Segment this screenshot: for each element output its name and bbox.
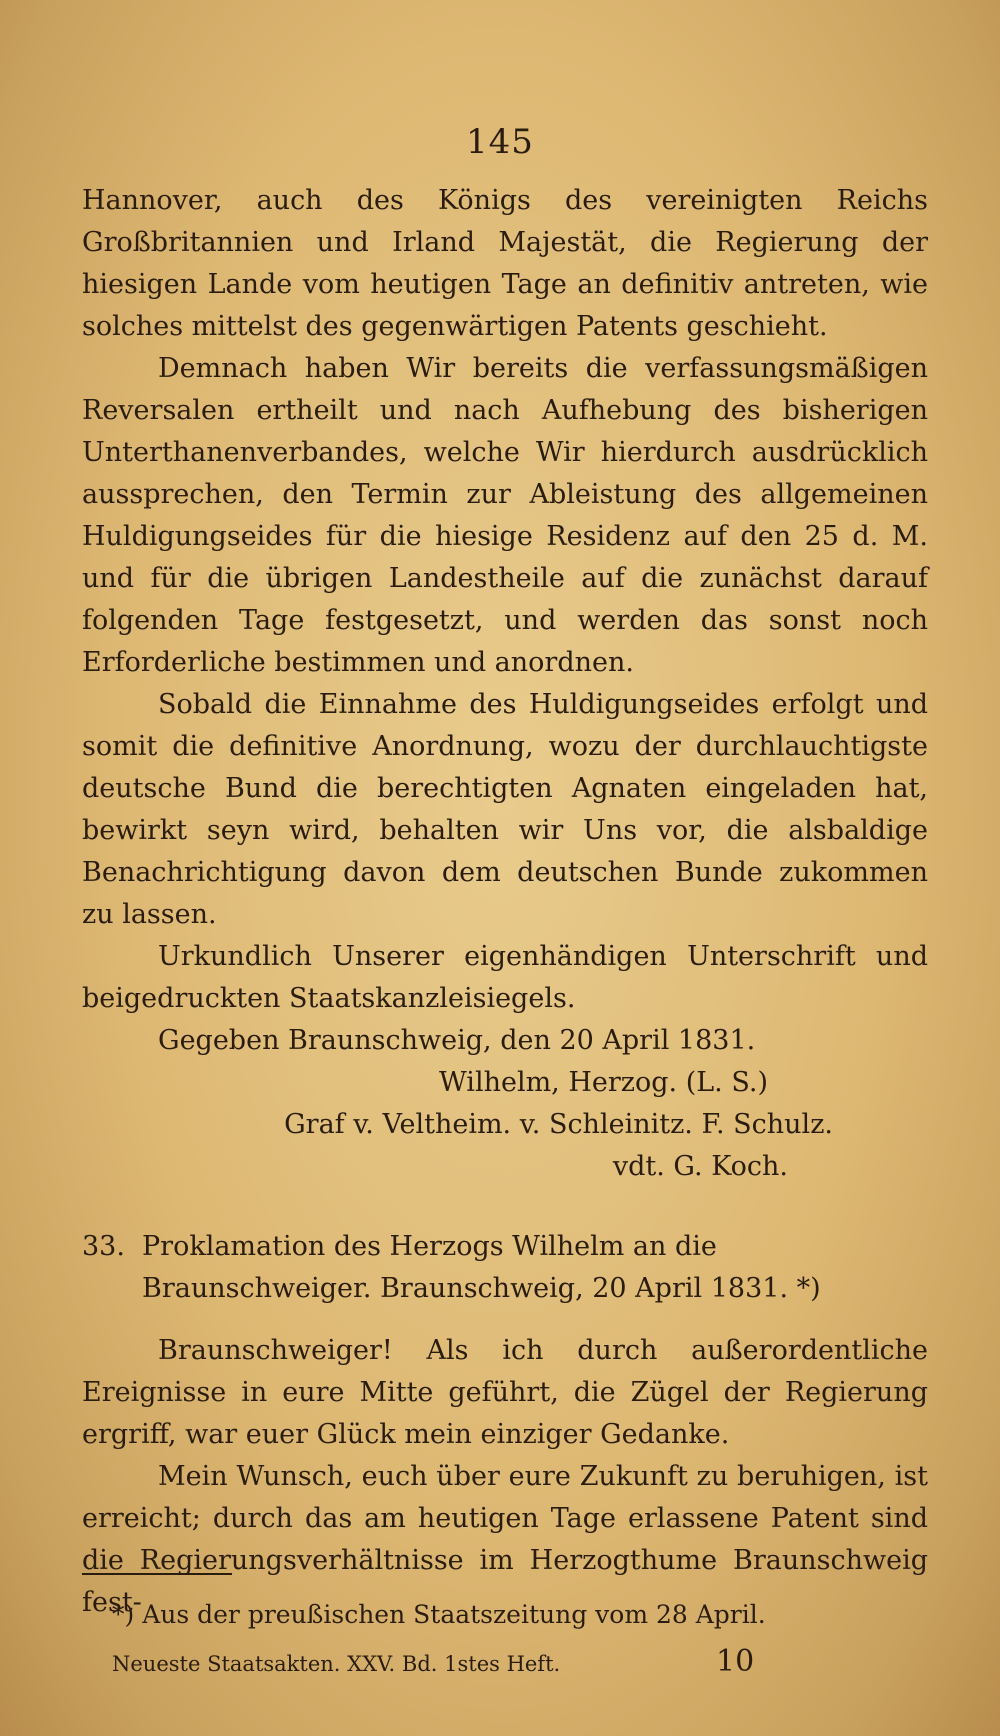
body-text [82, 180, 928, 1624]
footnote: *) Aus der preußischen Staatszeitung vom 28 April. [112, 1600, 766, 1629]
paragraph-continuation: Hannover, auch des Königs des vereinigten Reichs Großbritannien und Irland Majestät, die Regierung der hiesigen Lande vom heutigen Tage an definitiv antreten, wie solches mittelst des gegenwärtigen Patents geschieht. [82, 185, 928, 342]
paragraph: Demnach haben Wir bereits die verfassungsmäßigen Reversalen ertheilt und nach Aufhebung des bisherigen Unterthanenverbandes, welche Wir hierdurch ausdrücklich aussprechen, den Termin zur Ableistung des allgemeinen Huldigungseides für die hiesige Residenz auf den 25 d. M. und für die übrigen Landestheile auf die zunächst darauf folgenden Tage festgesetzt, und werden das sonst noch Erforderliche bestimmen und anordnen. [82, 353, 928, 678]
section-number: 33. [82, 1231, 125, 1262]
paragraph: Mein Wunsch, euch über eure Zukunft zu beruhigen, ist erreicht; durch das am heutigen Tage erlassene Patent sind die Regierungsverhältnisse im Herzogthume Braunschweig fest- [82, 1461, 928, 1618]
signoff-ministers: Graf v. Veltheim. v. Schleinitz. F. Schulz. [284, 1109, 833, 1140]
section-heading [82, 1226, 928, 1310]
signoff-duke: Wilhelm, Herzog. (L. S.) [439, 1067, 768, 1098]
page-number: 145 [466, 122, 534, 162]
paragraph: Braunschweiger! Als ich durch außerordentliche Ereignisse in eure Mitte geführt, die Zügel der Regierung ergriff, war euer Glück mein einziger Gedanke. [82, 1335, 928, 1450]
signature-mark: Neueste Staatsakten. XXV. Bd. 1stes Heft. [112, 1652, 561, 1676]
signoff-block [82, 1020, 928, 1188]
sheet-number: 10 [716, 1644, 755, 1679]
footnote-rule [82, 1573, 232, 1575]
signoff-date: Gegeben Braunschweig, den 20 April 1831. [158, 1025, 756, 1056]
section-title: Proklamation des Herzogs Wilhelm an die Braunschweiger. Braunschweig, 20 April 1831. *) [142, 1231, 821, 1304]
paragraph: Urkundlich Unserer eigenhändigen Unterschrift und beigedruckten Staatskanzleisiegels. [82, 941, 928, 1014]
paragraph: Sobald die Einnahme des Huldigungseides erfolgt und somit die definitive Anordnung, wozu der durchlauchtigste deutsche Bund die berechtigten Agnaten eingeladen hat, bewirkt seyn wird, behalten wir Uns vor, die alsbaldige Benachrichtigung davon dem deutschen Bunde zukommen zu lassen. [82, 689, 928, 930]
signoff-countersign: vdt. G. Koch. [612, 1151, 788, 1182]
